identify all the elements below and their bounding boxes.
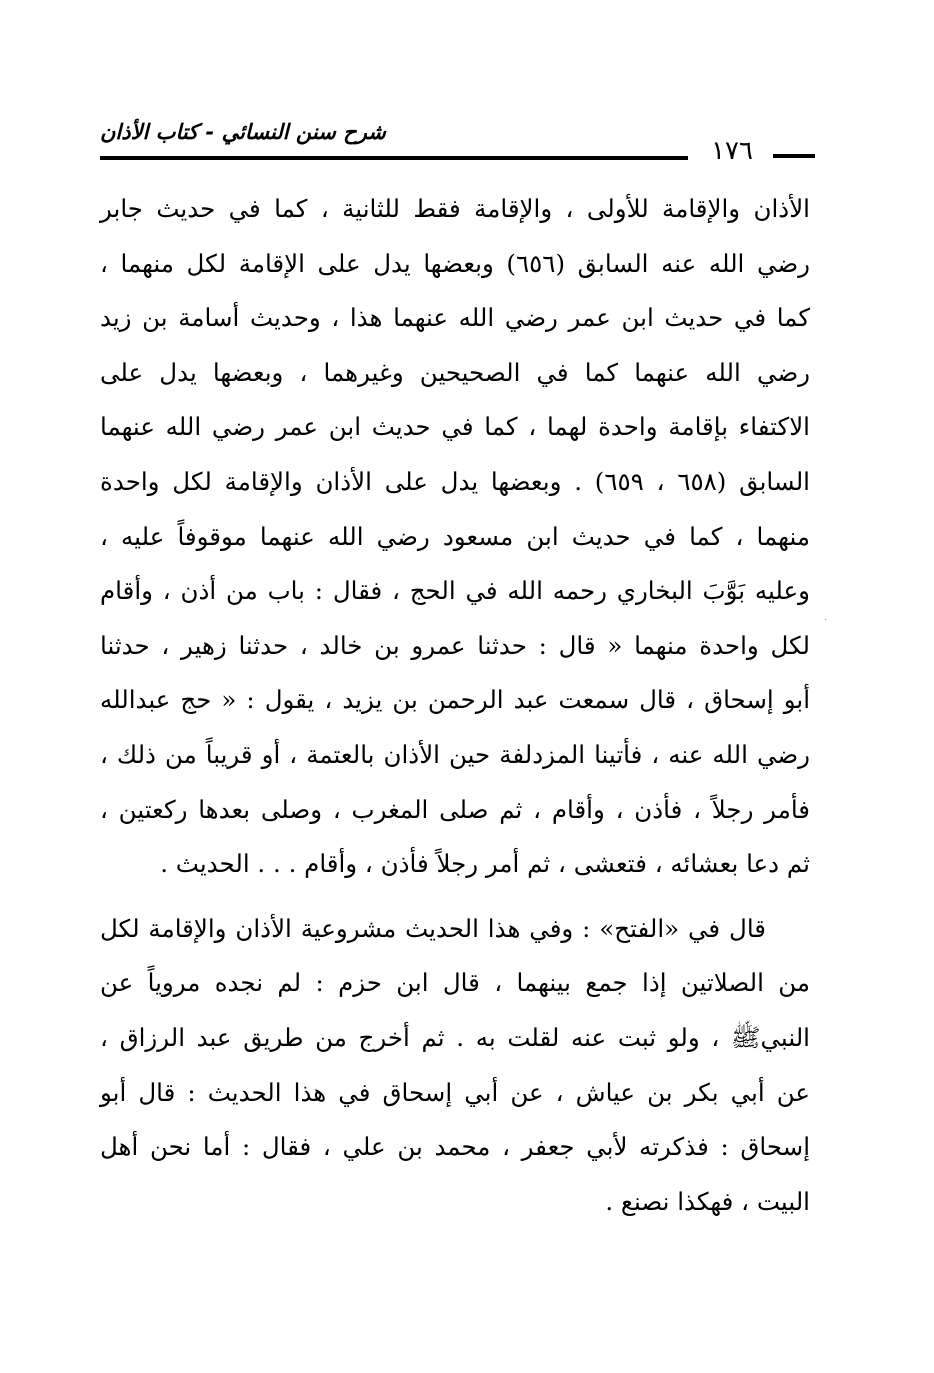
- page-header: [100, 112, 815, 172]
- paragraph-1: [100, 182, 810, 892]
- text-line: الاكتفاء بإقامة واحدة لهما ، كما في حديث ابن عمر رضي الله عنهما: [100, 412, 810, 442]
- text-line: رضي الله عنهما كما في الصحيحين وغيرهما ، وبعضها يدل على: [100, 357, 810, 387]
- text-line: لكل واحدة منهما « قال : حدثنا عمرو بن خالد ، حدثنا زهير ، حدثنا: [100, 630, 810, 660]
- text-line: فأمر رجلاً ، فأذن ، وأقام ، ثم صلى المغرب ، وصلى بعدها ركعتين ،: [100, 794, 810, 824]
- page-number-dash: [773, 154, 815, 158]
- paragraph-2: [100, 902, 810, 1230]
- text-line: رضي الله عنه ، فأتينا المزدلفة حين الأذان بالعتمة ، أو قريباً من ذلك ،: [100, 739, 810, 769]
- body-text: [100, 182, 810, 1229]
- text-line: النبيﷺ ، ولو ثبت عنه لقلت به . ثم أخرج من طريق عبد الرزاق ،: [100, 1022, 810, 1052]
- text-line: منهما ، كما في حديث ابن مسعود رضي الله عنهما موقوفاً عليه ،: [100, 521, 810, 551]
- text-line: أبو إسحاق ، قال سمعت عبد الرحمن بن يزيد ، يقول : « حج عبدالله: [100, 685, 810, 715]
- page-number: ١٧٦: [711, 136, 753, 166]
- text-line: كما في حديث ابن عمر رضي الله عنهما هذا ، وحديث أسامة بن زيد: [100, 303, 810, 333]
- text-line: وعليه بَوَّبَ البخاري رحمه الله في الحج ، فقال : باب من أذن ، وأقام: [100, 576, 810, 606]
- header-rule: [100, 156, 688, 160]
- text-line: قال في «الفتح» : وفي هذا الحديث مشروعية الأذان والإقامة لكل: [100, 913, 766, 943]
- text-line: من الصلاتين إذا جمع بينهما ، قال ابن حزم : لم نجده مروياً عن: [100, 968, 810, 998]
- scan-speck: ·: [824, 615, 828, 626]
- text-line: البيت ، فهكذا نصنع .: [605, 1186, 810, 1216]
- text-line: الأذان والإقامة للأولى ، والإقامة فقط للثانية ، كما في حديث جابر: [100, 194, 810, 223]
- text-line: إسحاق : فذكرته لأبي جعفر ، محمد بن علي ، فقال : أما نحن أهل: [100, 1132, 810, 1162]
- text-line: السابق (٦٥٨ ، ٦٥٩) . وبعضها يدل على الأذان والإقامة لكل واحدة: [100, 466, 810, 496]
- text-line: رضي الله عنه السابق (٦٥٦) وبعضها يدل على الإقامة لكل منهما ،: [100, 248, 810, 278]
- text-line: عن أبي بكر بن عياش ، عن أبي إسحاق في هذا الحديث : قال أبو: [100, 1077, 810, 1107]
- running-title: شرح سنن النسائي - كتاب الأذان: [100, 120, 386, 144]
- text-line: ثم دعا بعشائه ، فتعشى ، ثم أمر رجلاً فأذن ، وأقام . . . الحديث .: [160, 849, 810, 879]
